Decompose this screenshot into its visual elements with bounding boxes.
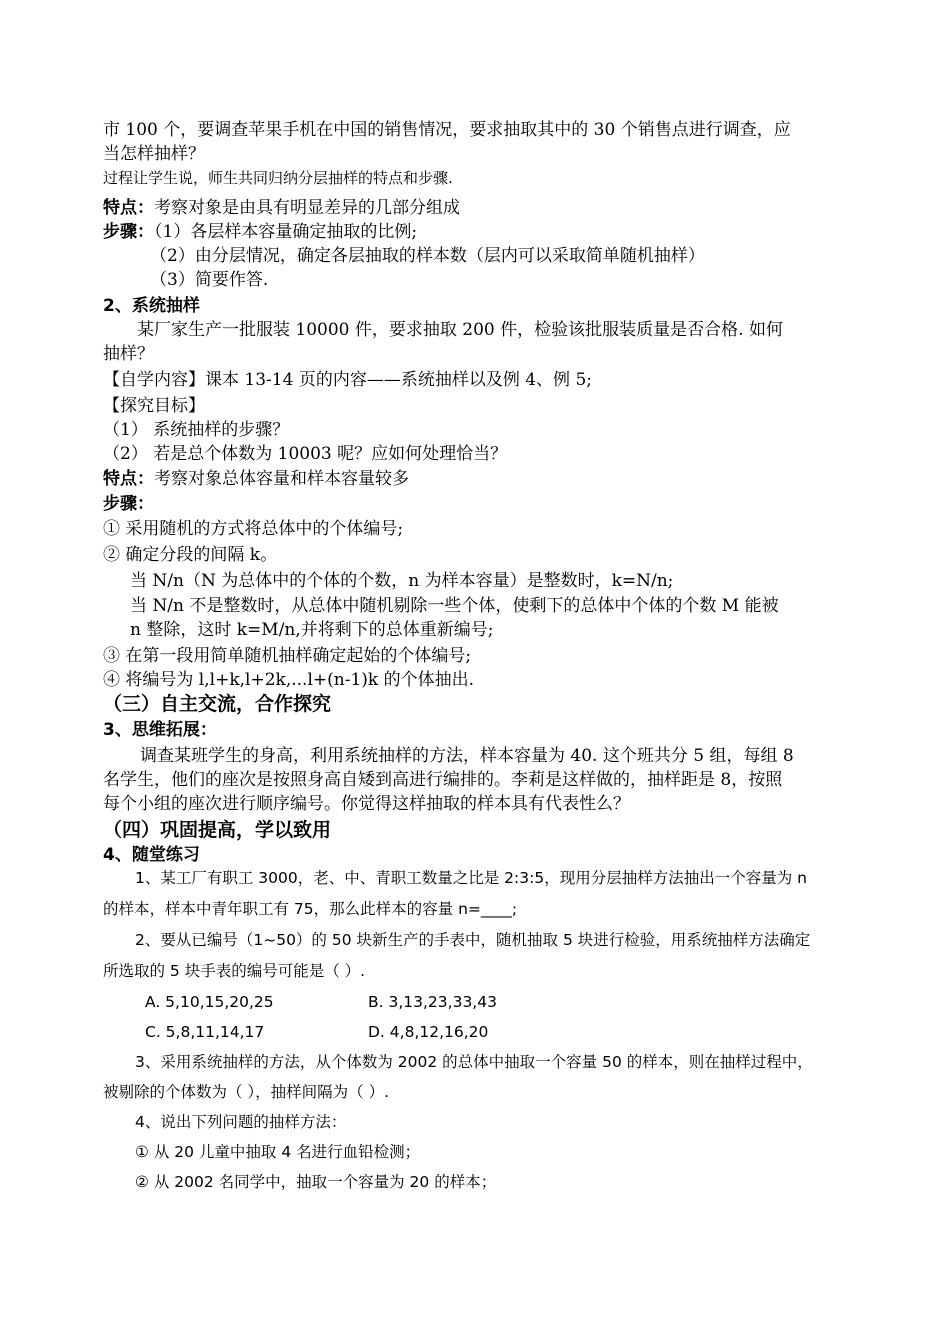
- section-heading: 2、系统抽样: [103, 296, 200, 316]
- section-heading: （三）自主交流，合作探究: [103, 693, 332, 715]
- text-line: 某厂家生产一批服装 10000 件，要求抽取 200 件，检验该批服装质量是否合格. 如何: [137, 320, 783, 340]
- text-line: 抽样？: [103, 344, 154, 364]
- section-heading: 4、随堂练习: [103, 845, 200, 865]
- text-line: 每个小组的座次进行顺序编号。你觉得这样抽取的样本具有代表性么？: [103, 794, 630, 814]
- option-a: A. 5,10,15,20,25: [145, 993, 274, 1011]
- section-heading: （四）巩固提高，学以致用: [103, 819, 332, 841]
- text-line: ② 确定分段的间隔 k。: [103, 545, 278, 565]
- text-line: ④ 将编号为 l,l+k,l+2k,...l+(n-1)k 的个体抽出.: [103, 670, 475, 690]
- text-line: （2） 若是总个体数为 10003 呢？应如何处理恰当？: [103, 444, 508, 464]
- text-line: 名学生，他们的座次是按照身高自矮到高进行编排的。李莉是这样做的，抽样距是 8，按照: [103, 770, 783, 790]
- features-label: 特点：: [103, 198, 154, 218]
- option-d: D. 4,8,12,16,20: [368, 1023, 489, 1041]
- text-line: n 整除，这时 k=M/n,并将剩下的总体重新编号;: [130, 620, 494, 640]
- text-line: ③ 在第一段用简单随机抽样确定起始的个体编号;: [103, 646, 472, 666]
- features-line: [103, 467, 409, 491]
- exercise-line: ② 从 2002 名同学中，抽取一个容量为 20 的样本；: [135, 1173, 497, 1191]
- steps-line: [103, 220, 417, 244]
- text-line: 考察对象是由具有明显差异的几部分组成: [154, 198, 460, 218]
- text-line: 当 N/n 不是整数时，从总体中随机剔除一些个体，使剩下的总体中个体的个数 M 能被: [130, 596, 779, 616]
- option-c: C. 5,8,11,14,17: [145, 1023, 265, 1041]
- text-line: （1） 系统抽样的步骤？: [103, 420, 290, 440]
- text-line: （2）由分层情况，确定各层抽取的样本数（层内可以采取简单随机抽样）: [150, 246, 705, 266]
- section-heading: 3、思维拓展：: [103, 720, 217, 740]
- exercise-line: 4、说出下列问题的抽样方法：: [135, 1113, 347, 1131]
- text-line: 【探究目标】: [103, 396, 205, 416]
- text-line: （1）各层样本容量确定抽取的比例;: [154, 222, 418, 242]
- steps-label: 步骤：: [103, 494, 154, 514]
- exercise-line: 的样本，样本中青年职工有 75，那么此样本的容量 n=____;: [103, 900, 518, 918]
- exercise-line: 3、采用系统抽样的方法，从个体数为 2002 的总体中抽取一个容量 50 的样本，则在抽样过程中，: [135, 1053, 813, 1071]
- features-line: [103, 196, 460, 220]
- text-line: 当 N/n（N 为总体中的个体的个数，n 为样本容量）是整数时，k=N/n;: [130, 571, 674, 591]
- text-line: 当怎样抽样？: [103, 144, 205, 164]
- text-line: （3）简要作答.: [150, 270, 269, 290]
- text-line: ① 采用随机的方式将总体中的个体编号;: [103, 519, 404, 539]
- text-line: 考察对象总体容量和样本容量较多: [154, 469, 409, 489]
- text-line: 【自学内容】课本 13-14 页的内容——系统抽样以及例 4、例 5;: [103, 370, 592, 390]
- steps-label: 步骤：: [103, 222, 154, 242]
- option-b: B. 3,13,23,33,43: [368, 993, 497, 1011]
- exercise-line: 1、某工厂有职工 3000，老、中、青职工数量之比是 2:3:5，现用分层抽样方法抽出一个容量为 n: [135, 869, 807, 887]
- text-line: 市 100 个，要调查苹果手机在中国的销售情况，要求抽取其中的 30 个销售点进行调查，应: [103, 120, 791, 140]
- features-label: 特点：: [103, 469, 154, 489]
- exercise-line: ① 从 20 儿童中抽取 4 名进行血铅检测；: [135, 1143, 421, 1161]
- exercise-line: 被剔除的个体数为（ ），抽样间隔为（ ）.: [103, 1083, 390, 1101]
- text-line: 调查某班学生的身高，利用系统抽样的方法，样本容量为 40. 这个班共分 5 组，每组 8: [140, 746, 794, 766]
- text-line: 过程让学生说，师生共同归纳分层抽样的特点和步骤.: [103, 169, 453, 187]
- exercise-line: 所选取的 5 块手表的编号可能是（ ）.: [103, 962, 366, 980]
- exercise-line: 2、要从已编号（1~50）的 50 块新生产的手表中，随机抽取 5 块进行检验，用系统抽样方法确定: [135, 931, 811, 949]
